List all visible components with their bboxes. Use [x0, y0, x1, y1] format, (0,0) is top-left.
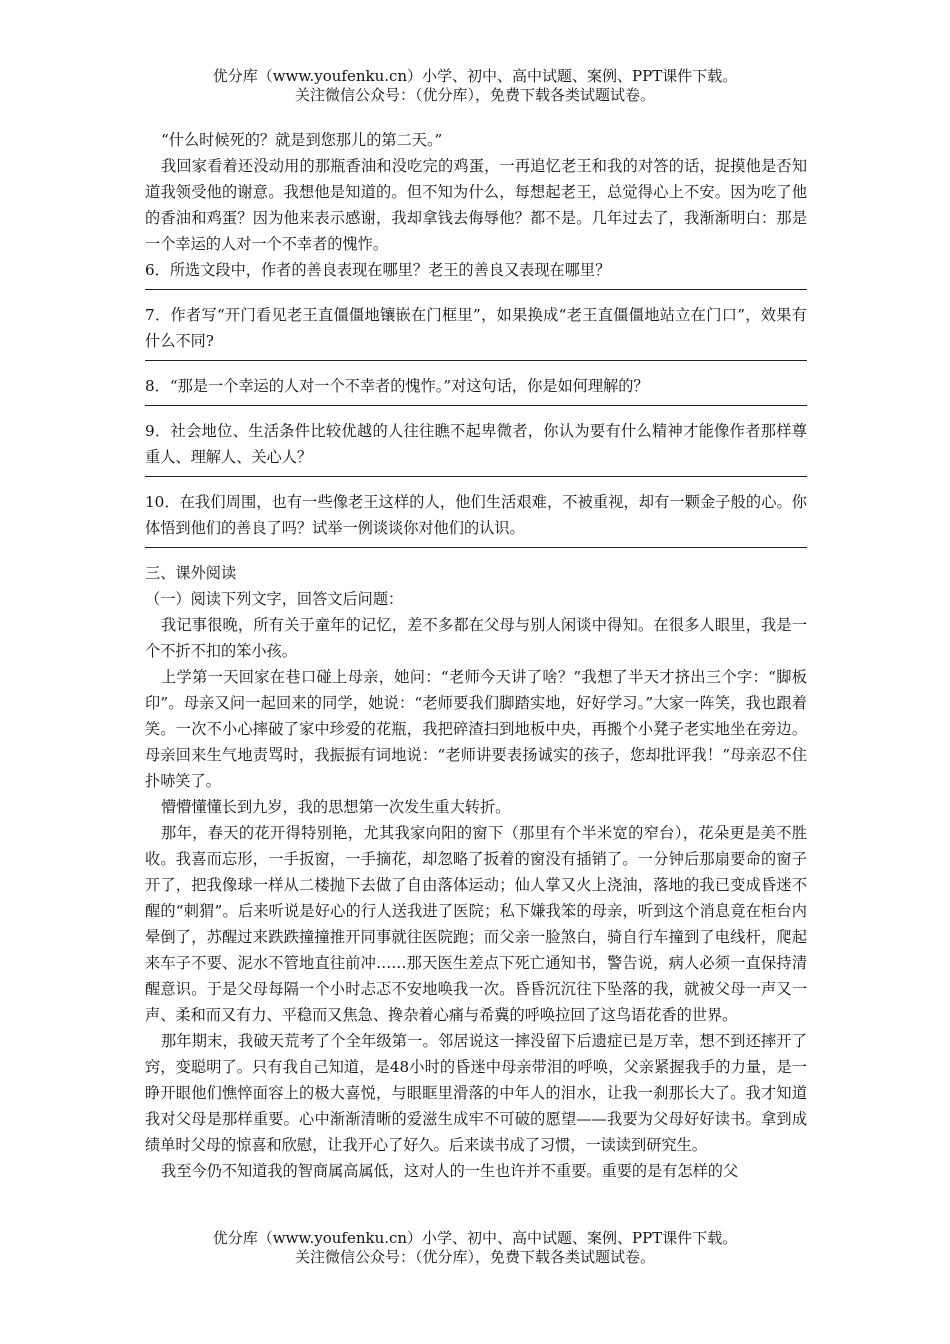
article-paragraph: 那年，春天的花开得特别艳，尤其我家向阳的窗下（那里有个半米宽的窄台），花朵更是美不胜收。我喜而忘形，一手扳窗，一手摘花，却忽略了扳着的窗没有插销了。一分钟后那扇要命的窗子开了，把我像球一样从二楼抛下去做了自由落体运动；仙人掌又火上浇油，落地的我已变成昏迷不醒的“刺猬”。后来听说是好心的行人送我进了医院；私下嫌我笨的母亲，听到这个消息竟在柜台内晕倒了，苏醒过来跌跌撞撞推开同事就往医院跑；而父亲一脸煞白，骑自行车撞到了电线杆，爬起来车子不要、泥水不管地直往前冲……那天医生差点下死亡通知书，警告说，病人必须一直保持清醒意识。于是父母每隔一个小时忐忑不安地唤我一次。昏昏沉沉往下坠落的我，就被父母一声又一声、柔和而又有力、平稳而又焦急、搀杂着心痛与希冀的呼唤拉回了这鸟语花香的世界。 — [145, 824, 807, 1024]
article-paragraph: 我记事很晚，所有关于童年的记忆，差不多都在父母与别人闲谈中得知。在很多人眼里，我是一个不折不扣的笨小孩。 — [145, 616, 807, 660]
header-line-2: 关注微信公众号：（优分库），免费下载各类试题试卷。 — [294, 86, 655, 104]
answer-line[interactable] — [145, 360, 807, 361]
page-footer — [0, 1229, 950, 1267]
footer-line-2: 关注微信公众号：（优分库），免费下载各类试题试卷。 — [294, 1248, 655, 1266]
question-7: 7．作者写“开门看见老王直僵僵地镶嵌在门框里”，如果换成“老王直僵僵地站立在门口”，效果有什么不同? — [145, 306, 807, 350]
question-8: 8．“那是一个幸运的人对一个不幸者的愧怍。”对这句话，你是如何理解的？ — [145, 377, 649, 395]
passage-paragraph: “什么时候死的？就是到您那儿的第二天。” — [161, 131, 443, 149]
section-title: 三、课外阅读 — [145, 564, 237, 582]
answer-line[interactable] — [145, 405, 807, 406]
article-paragraph: 那年期末，我破天荒考了个全年级第一。邻居说这一摔没留下后遗症已是万幸，想不到还摔开了窍，变聪明了。只有我自己知道，是48小时的昏迷中母亲带泪的呼唤，父亲紧握我手的力量，是一睁开眼他们憔悴面容上的极大喜悦，与眼眶里滑落的中年人的泪水，让我一刹那长大了。我才知道我对父母是那样重要。心中渐渐清晰的爱滋生成牢不可破的愿望——我要为父母好好读书。拿到成绩单时父母的惊喜和欣慰，让我开心了好久。后来读书成了习惯，一读读到研究生。 — [145, 1032, 807, 1154]
page-header — [0, 67, 950, 105]
question-9: 9．社会地位、生活条件比较优越的人往往瞧不起卑微者，你认为要有什么精神才能像作者那样尊重人、理解人、关心人？ — [145, 422, 807, 466]
footer-line-1: 优分库（www.youfenku.cn）小学、初中、高中试题、案例、PPT课件下载。 — [212, 1229, 738, 1247]
article-paragraph: 懵懵懂懂长到九岁，我的思想第一次发生重大转折。 — [161, 798, 511, 816]
question-10: 10．在我们周围，也有一些像老王这样的人，他们生活艰难，不被重视，却有一颗金子般的心。你体悟到他们的善良了吗？试举一例谈谈你对他们的认识。 — [145, 493, 807, 537]
section-subtitle: （一）阅读下列文字，回答文后问题： — [145, 590, 404, 608]
document-body — [145, 127, 807, 1184]
header-line-1: 优分库（www.youfenku.cn）小学、初中、高中试题、案例、PPT课件下载。 — [212, 67, 738, 85]
passage-paragraph: 我回家看着还没动用的那瓶香油和没吃完的鸡蛋，一再追忆老王和我的对答的话，捉摸他是否知道我领受他的谢意。我想他是知道的。但不知为什么，每想起老王，总觉得心上不安。因为吃了他的香油和鸡蛋？因为他来表示感谢，我却拿钱去侮辱他？都不是。几年过去了，我渐渐明白：那是一个幸运的人对一个不幸者的愧怍。 — [145, 157, 807, 253]
question-6: 6．所选文段中，作者的善良表现在哪里？老王的善良又表现在哪里？ — [145, 261, 611, 279]
answer-line[interactable] — [145, 476, 807, 477]
article-paragraph: 我至今仍不知道我的智商属高属低，这对人的一生也许并不重要。重要的是有怎样的父 — [161, 1162, 739, 1180]
answer-line[interactable] — [145, 547, 807, 548]
answer-line[interactable] — [145, 289, 807, 290]
article-paragraph: 上学第一天回家在巷口碰上母亲，她问：“老师今天讲了啥？”我想了半天才挤出三个字：“脚板印”。母亲又问一起回来的同学，她说：“老师要我们脚踏实地，好好学习。”大家一阵笑，我也跟着笑。一次不小心摔破了家中珍爱的花瓶，我把碎渣扫到地板中央，再搬个小凳子老实地坐在旁边。母亲回来生气地责骂时，我振振有词地说：“老师讲要表扬诚实的孩子，您却批评我！”母亲忍不住扑哧笑了。 — [145, 668, 807, 790]
